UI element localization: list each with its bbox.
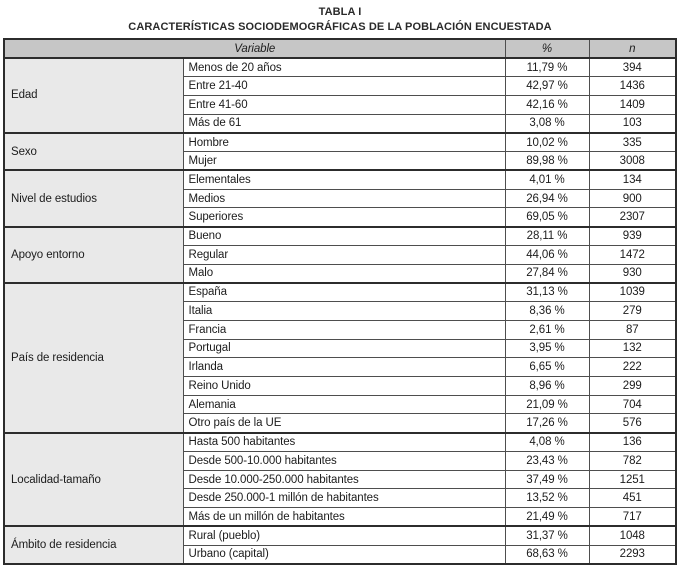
variable-cell: Italia	[183, 302, 505, 321]
percent-cell: 4,08 %	[505, 433, 589, 452]
n-cell: 1251	[589, 470, 676, 489]
group-label-cell: Localidad-tamaño	[4, 433, 183, 527]
variable-cell: Desde 500-10.000 habitantes	[183, 451, 505, 470]
n-cell: 132	[589, 339, 676, 358]
percent-cell: 21,09 %	[505, 395, 589, 414]
variable-cell: Rural (pueblo)	[183, 526, 505, 545]
sociodemographics-table	[3, 38, 677, 565]
table-row	[4, 526, 676, 545]
n-cell: 136	[589, 433, 676, 452]
group-label-cell: País de residencia	[4, 283, 183, 433]
percent-cell: 27,84 %	[505, 264, 589, 283]
header-row	[4, 39, 676, 58]
variable-cell: Elementales	[183, 170, 505, 189]
percent-cell: 10,02 %	[505, 133, 589, 152]
percent-cell: 21,49 %	[505, 508, 589, 527]
percent-cell: 89,98 %	[505, 152, 589, 171]
percent-cell: 31,13 %	[505, 283, 589, 302]
percent-cell: 42,97 %	[505, 77, 589, 96]
variable-cell: Otro país de la UE	[183, 414, 505, 433]
percent-cell: 2,61 %	[505, 320, 589, 339]
percent-cell: 68,63 %	[505, 545, 589, 564]
n-cell: 782	[589, 451, 676, 470]
n-cell: 2293	[589, 545, 676, 564]
percent-cell: 69,05 %	[505, 208, 589, 227]
percent-cell: 26,94 %	[505, 189, 589, 208]
n-cell: 900	[589, 189, 676, 208]
n-cell: 576	[589, 414, 676, 433]
col-header-variable: Variable	[4, 39, 505, 58]
variable-cell: Entre 21-40	[183, 77, 505, 96]
n-cell: 394	[589, 58, 676, 77]
variable-cell: Reino Unido	[183, 376, 505, 395]
variable-cell: Entre 41-60	[183, 95, 505, 114]
n-cell: 1039	[589, 283, 676, 302]
n-cell: 451	[589, 489, 676, 508]
percent-cell: 11,79 %	[505, 58, 589, 77]
n-cell: 1472	[589, 245, 676, 264]
table-title-block	[0, 5, 680, 35]
group-label-cell: Apoyo entorno	[4, 227, 183, 283]
variable-cell: Urbano (capital)	[183, 545, 505, 564]
n-cell: 717	[589, 508, 676, 527]
percent-cell: 4,01 %	[505, 170, 589, 189]
n-cell: 704	[589, 395, 676, 414]
table-row	[4, 433, 676, 452]
group-label-cell: Ámbito de residencia	[4, 526, 183, 564]
n-cell: 1409	[589, 95, 676, 114]
group-label-cell: Nivel de estudios	[4, 170, 183, 226]
variable-cell: Hombre	[183, 133, 505, 152]
percent-cell: 3,08 %	[505, 114, 589, 133]
percent-cell: 8,96 %	[505, 376, 589, 395]
table-row	[4, 133, 676, 152]
n-cell: 939	[589, 227, 676, 246]
percent-cell: 44,06 %	[505, 245, 589, 264]
percent-cell: 28,11 %	[505, 227, 589, 246]
percent-cell: 8,36 %	[505, 302, 589, 321]
variable-cell: Francia	[183, 320, 505, 339]
variable-cell: Más de 61	[183, 114, 505, 133]
n-cell: 87	[589, 320, 676, 339]
table-subtitle: CARACTERÍSTICAS SOCIODEMOGRÁFICAS DE LA POBLACIÓN ENCUESTADA	[128, 21, 552, 33]
percent-cell: 42,16 %	[505, 95, 589, 114]
group-label-cell: Edad	[4, 58, 183, 133]
variable-cell: Superiores	[183, 208, 505, 227]
variable-cell: Desde 10.000-250.000 habitantes	[183, 470, 505, 489]
variable-cell: Medios	[183, 189, 505, 208]
col-header-n: n	[589, 39, 676, 58]
variable-cell: Más de un millón de habitantes	[183, 508, 505, 527]
percent-cell: 13,52 %	[505, 489, 589, 508]
variable-cell: Mujer	[183, 152, 505, 171]
table-row	[4, 170, 676, 189]
n-cell: 2307	[589, 208, 676, 227]
n-cell: 335	[589, 133, 676, 152]
variable-cell: Alemania	[183, 395, 505, 414]
n-cell: 299	[589, 376, 676, 395]
variable-cell: Hasta 500 habitantes	[183, 433, 505, 452]
group-label-cell: Sexo	[4, 133, 183, 170]
n-cell: 222	[589, 358, 676, 377]
percent-cell: 37,49 %	[505, 470, 589, 489]
table-title: TABLA I	[318, 6, 362, 18]
variable-cell: Bueno	[183, 227, 505, 246]
percent-cell: 23,43 %	[505, 451, 589, 470]
n-cell: 930	[589, 264, 676, 283]
percent-cell: 3,95 %	[505, 339, 589, 358]
table-row	[4, 58, 676, 77]
variable-cell: Menos de 20 años	[183, 58, 505, 77]
variable-cell: Irlanda	[183, 358, 505, 377]
n-cell: 1048	[589, 526, 676, 545]
col-header-percent: %	[505, 39, 589, 58]
percent-cell: 31,37 %	[505, 526, 589, 545]
n-cell: 103	[589, 114, 676, 133]
n-cell: 1436	[589, 77, 676, 96]
n-cell: 134	[589, 170, 676, 189]
n-cell: 279	[589, 302, 676, 321]
percent-cell: 17,26 %	[505, 414, 589, 433]
variable-cell: Malo	[183, 264, 505, 283]
variable-cell: Desde 250.000-1 millón de habitantes	[183, 489, 505, 508]
table-row	[4, 283, 676, 302]
table-body	[4, 58, 676, 564]
n-cell: 3008	[589, 152, 676, 171]
variable-cell: Portugal	[183, 339, 505, 358]
variable-cell: Regular	[183, 245, 505, 264]
percent-cell: 6,65 %	[505, 358, 589, 377]
table-row	[4, 227, 676, 246]
variable-cell: España	[183, 283, 505, 302]
